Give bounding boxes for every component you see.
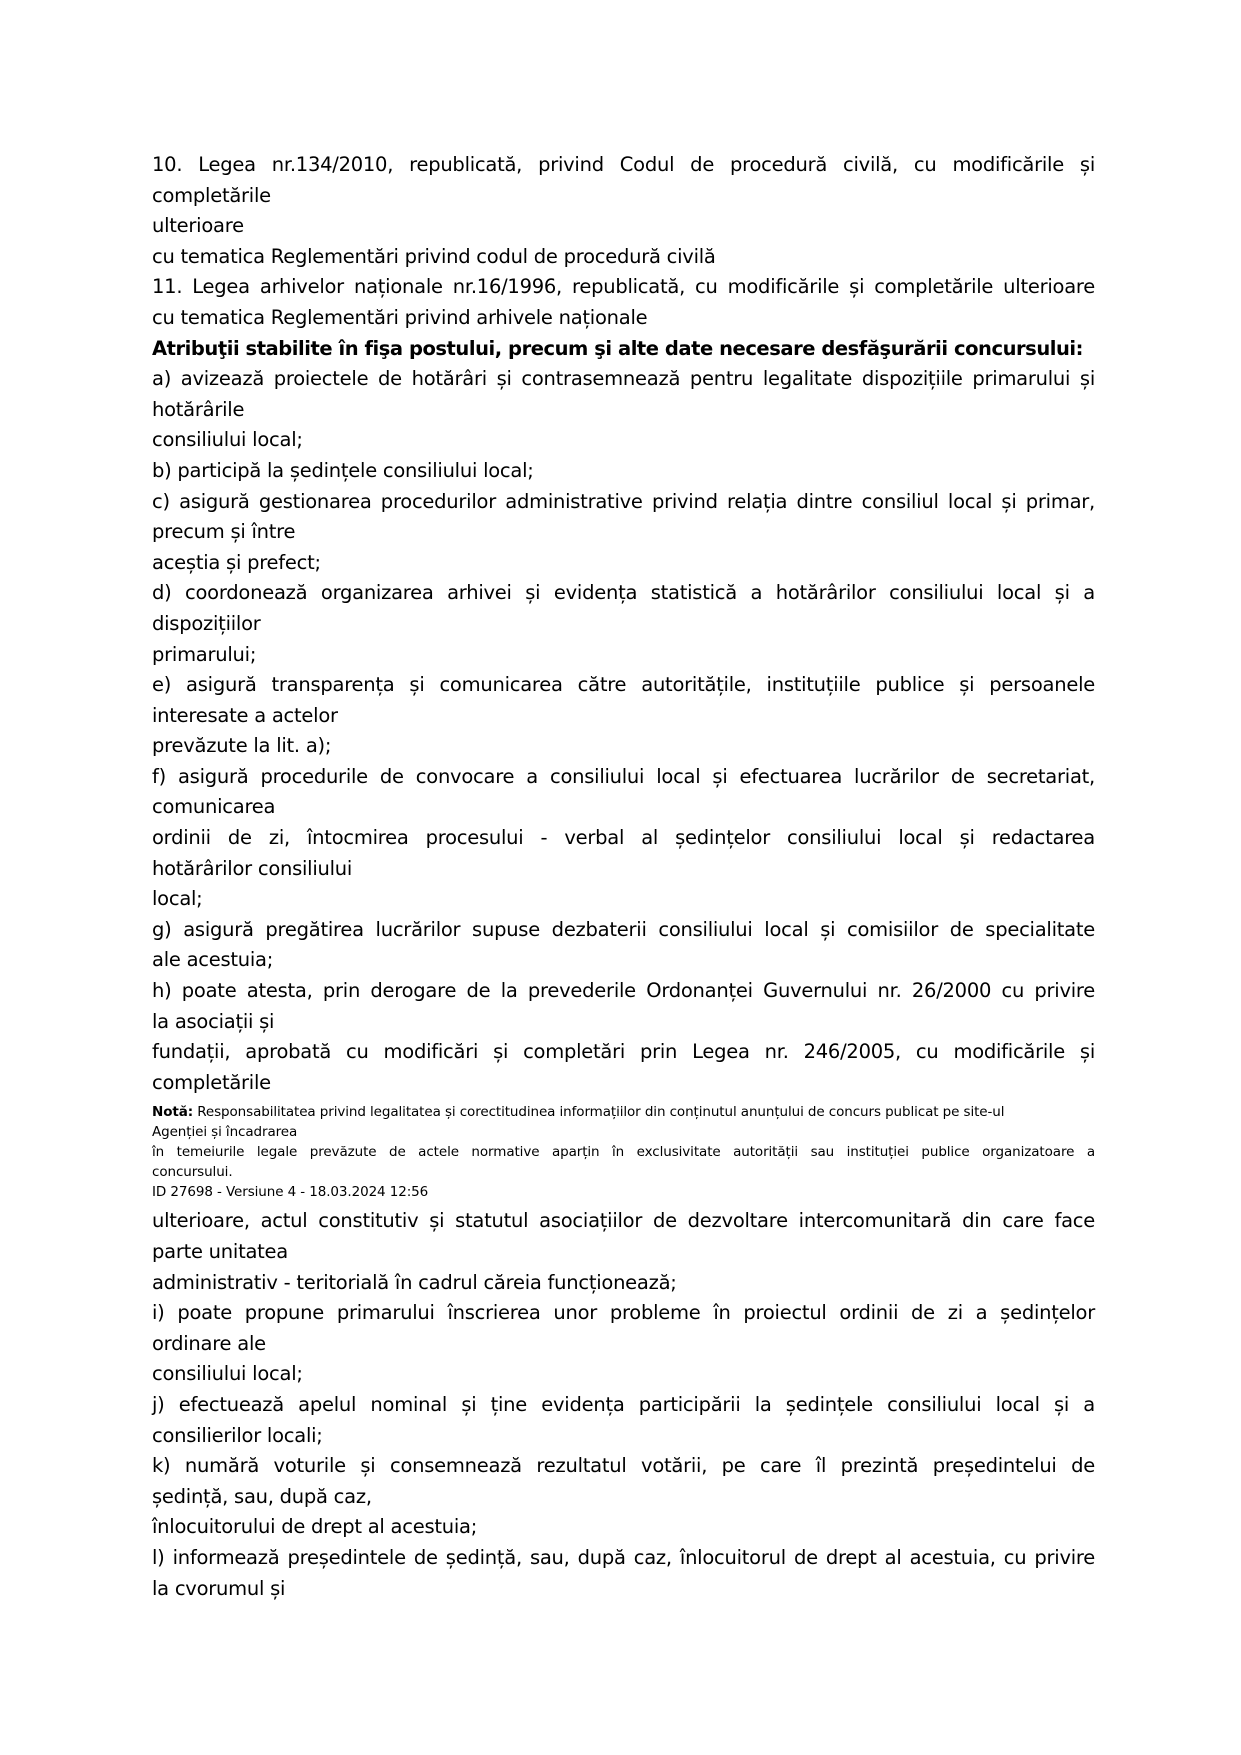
duty-line: j) efectuează apelul nominal și ține evidența participării la ședințele consiliului local și a [152,1392,1095,1416]
duty-line: f) asigură procedurile de convocare a consiliului local și efectuarea lucrărilor de secretariat, [152,764,1095,788]
duty-line: l) informează președintele de ședință, sau, după caz, înlocuitorul de drept al acestuia, cu privire [152,1545,1095,1569]
duties-list-part-1 [152,364,1095,1098]
duty-line: completările [152,1070,271,1094]
note-line-1 [152,1102,1095,1122]
duty-line: c) asigură gestionarea procedurilor administrative privind relația dintre consiliul local și primar, [152,489,1095,513]
duty-line: e) asigură transparența și comunicarea către autoritățile, instituțiile publice și persoanele [152,673,1095,697]
duty-line: precum și între [152,520,296,544]
legislation-list [152,150,1095,334]
duties-heading: Atribuţii stabilite în fişa postului, precum şi alte date necesare desfăşurării concursului: [152,336,1084,360]
law-10-line-3: ulterioare [152,214,244,238]
law-10-line-1: 10. Legea nr.134/2010, republicată, privind Codul de procedură civilă, cu modificările și [152,153,1095,176]
note-line-3: în temeiurile legale prevăzute de actele normative aparțin în exclusivitate autorității sau instituției publice organizatoare a [152,1144,1095,1161]
duty-line: administrativ - teritorială în cadrul căreia funcționează; [152,1270,677,1294]
note-line-2: Agenției și încadrarea [152,1124,298,1141]
duty-line: b) participă la ședințele consiliului local; [152,458,534,482]
duty-line: interesate a actelor [152,703,338,727]
duty-line: primarului; [152,642,257,666]
duty-line: ale acestuia; [152,948,274,972]
duty-line: consiliului local; [152,428,303,452]
law-11-theme: cu tematica Reglementări privind arhivele naționale [152,305,648,329]
note-text: Responsabilitatea privind legalitatea și corectitudinea informațiilor din conținutul anunțului de concurs publicat pe site-ul [193,1104,1005,1121]
duty-line: consilierilor locali; [152,1423,323,1447]
duty-line: dispozițiilor [152,611,261,635]
duty-line: la asociații și [152,1009,275,1033]
note-line-4: concursului. [152,1164,233,1181]
duty-line: g) asigură pregătirea lucrărilor supuse dezbaterii consiliului local și comisiilor de specialitate [152,917,1095,941]
duty-line: aceștia și prefect; [152,550,321,574]
duty-line: ședință, sau, după caz, [152,1484,372,1508]
duty-line: local; [152,887,203,911]
law-10-theme: cu tematica Reglementări privind codul de procedură civilă [152,244,716,268]
duty-line: i) poate propune primarului înscrierea unor probleme în proiectul ordinii de zi a ședințelor [152,1301,1095,1325]
duty-line: d) coordonează organizarea arhivei și evidența statistică a hotărârilor consiliului local și a [152,581,1095,605]
duty-line: prevăzute la lit. a); [152,734,332,758]
duty-line: k) numără voturile și consemnează rezultatul votării, pe care îl prezintă președintelui de [152,1454,1095,1478]
duty-line: parte unitatea [152,1240,289,1263]
duties-list-part-2 [152,1206,1095,1604]
duty-line: ordinare ale [152,1331,266,1355]
duty-line: hotărârilor consiliului [152,856,353,880]
duty-line: la cvorumul și [152,1576,286,1600]
duty-line: consiliului local; [152,1362,303,1386]
duty-line: comunicarea [152,795,276,819]
duty-line: ordinii de zi, întocmirea procesului - verbal al ședințelor consiliului local și redactarea [152,826,1095,850]
duty-line: a) avizează proiectele de hotărâri și contrasemnează pentru legalitate dispozițiile primarului și [152,367,1095,391]
duty-line: ulterioare, actul constitutiv și statutul asociațiilor de dezvoltare intercomunitară din care face [152,1209,1095,1233]
note-label: Notă: [152,1104,194,1121]
duty-line: h) poate atesta, prin derogare de la prevederile Ordonanței Guvernului nr. 26/2000 cu privire [152,979,1095,1003]
document-id-version: ID 27698 - Versiune 4 - 18.03.2024 12:56 [152,1184,429,1201]
duty-line: hotărârile [152,397,245,421]
law-11-line-1: 11. Legea arhivelor naționale nr.16/1996, republicată, cu modificările și completările ulterioare [152,275,1095,299]
document-page [152,150,1095,1604]
duty-line: fundații, aprobată cu modificări și completări prin Legea nr. 246/2005, cu modificările și [152,1040,1095,1064]
law-10-line-2: completările [152,183,271,207]
page-footer-note [152,1102,1095,1202]
duty-line: înlocuitorului de drept al acestuia; [152,1515,478,1539]
